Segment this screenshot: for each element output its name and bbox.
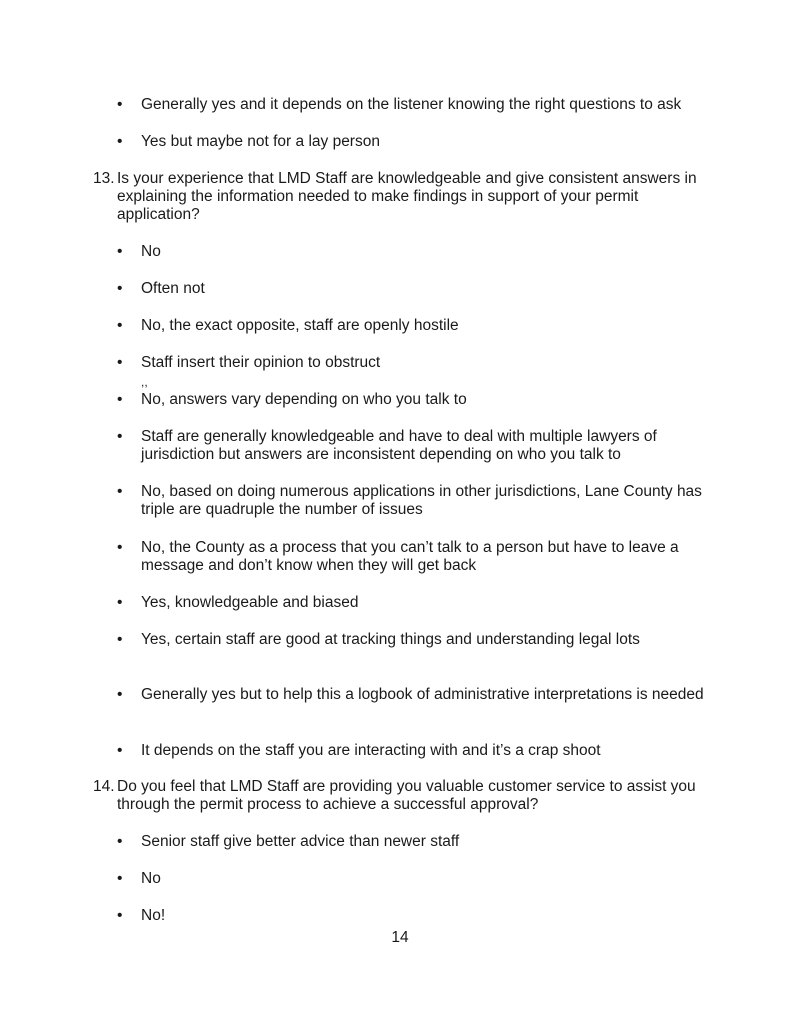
list-item: It depends on the staff you are interacting with and it’s a crap shoot	[141, 742, 601, 759]
question-text: Do you feel that LMD Staff are providing you valuable customer service to assist you through the permit process to achieve a successful approval?	[117, 778, 696, 813]
bullet-icon: •	[117, 870, 123, 887]
bullet-icon: •	[117, 317, 123, 334]
question-number: 14.	[93, 778, 115, 795]
list-item: Yes, knowledgeable and biased	[141, 594, 359, 611]
bullet-icon: •	[117, 391, 123, 408]
list-item: No	[141, 870, 161, 887]
page-number: 14	[391, 929, 409, 946]
list-item: Yes but maybe not for a lay person	[141, 133, 380, 150]
bullet-icon: •	[117, 428, 123, 445]
bullet-icon: •	[117, 96, 123, 113]
list-item: Yes, certain staff are good at tracking things and understanding legal lots	[141, 631, 640, 648]
bullet-icon: •	[117, 686, 123, 703]
bullet-icon: •	[117, 133, 123, 150]
list-item: No, the County as a process that you can’t talk to a person but have to leave a message and don’t know when they will get back	[141, 539, 679, 574]
list-item: Senior staff give better advice than newer staff	[141, 833, 460, 850]
bullet-icon: •	[117, 483, 123, 500]
bullet-icon: •	[117, 594, 123, 611]
bullet-icon: •	[117, 742, 123, 759]
list-item: No, the exact opposite, staff are openly hostile	[141, 317, 459, 334]
bullet-icon: •	[117, 280, 123, 297]
bullet-icon: •	[117, 354, 123, 371]
bullet-icon: •	[117, 539, 123, 556]
list-item: No!	[141, 907, 166, 924]
bullet-icon: •	[117, 243, 123, 260]
list-item: No, based on doing numerous applications in other jurisdictions, Lane County has triple are quadruple the number of issues	[141, 483, 702, 518]
list-item: No, answers vary depending on who you talk to	[141, 391, 467, 408]
stray-mark: ,,	[141, 375, 148, 389]
bullet-icon: •	[117, 631, 123, 648]
bullet-icon: •	[117, 907, 123, 924]
question-text: Is your experience that LMD Staff are knowledgeable and give consistent answers in explaining the information needed to make findings in support of your permit application?	[117, 170, 697, 223]
list-item: No	[141, 243, 161, 260]
list-item: Often not	[141, 280, 205, 297]
list-item: Generally yes and it depends on the listener knowing the right questions to ask	[141, 96, 682, 113]
list-item: Staff are generally knowledgeable and have to deal with multiple lawyers of jurisdiction but answers are inconsistent depending on who you talk to	[141, 428, 657, 463]
bullet-icon: •	[117, 833, 123, 850]
list-item: Staff insert their opinion to obstruct	[141, 354, 381, 371]
question-number: 13.	[93, 170, 115, 187]
list-item: Generally yes but to help this a logbook of administrative interpretations is needed	[141, 686, 704, 703]
